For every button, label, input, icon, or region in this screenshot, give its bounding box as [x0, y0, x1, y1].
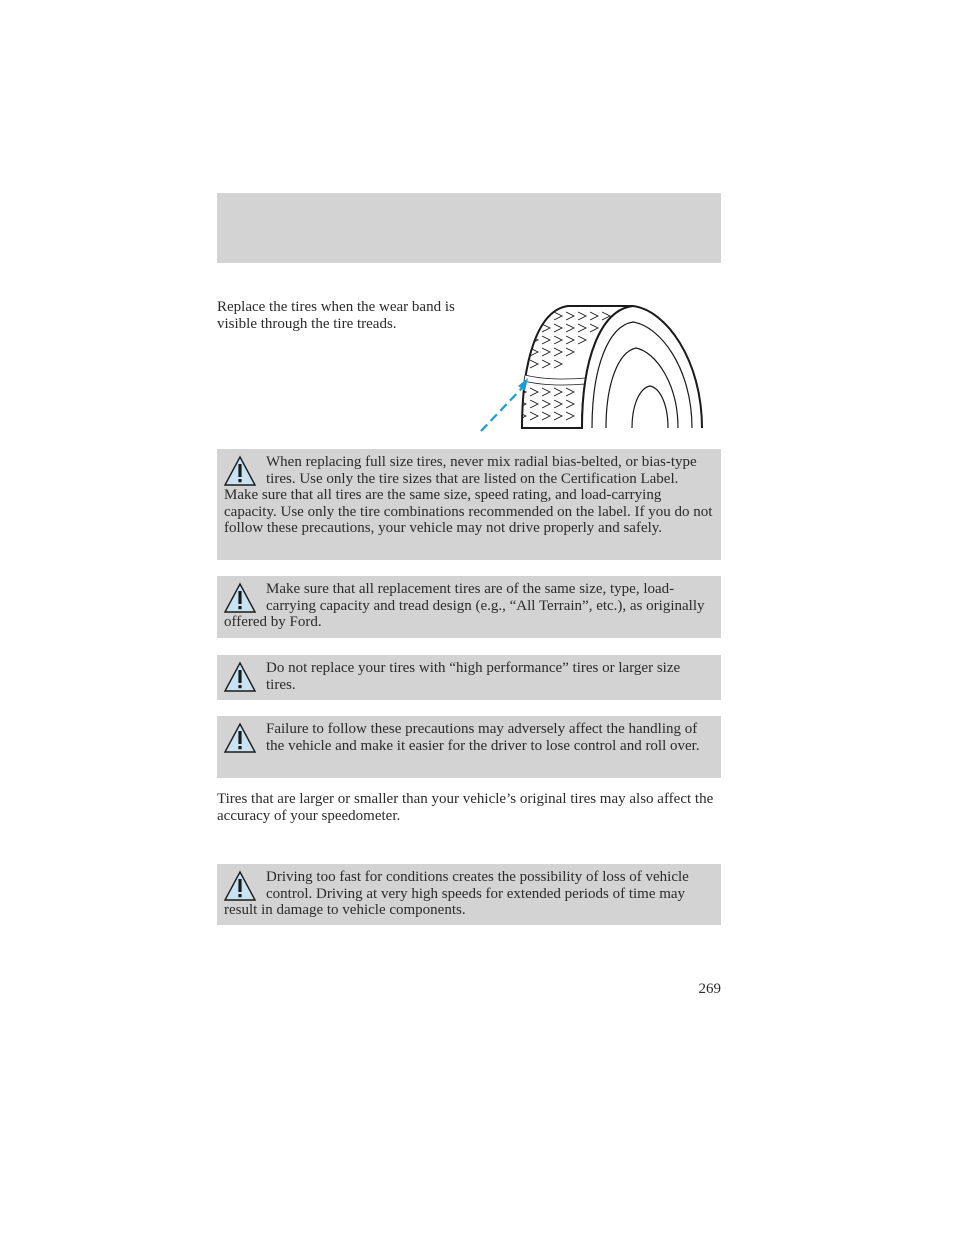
- warning-box-speed: [217, 864, 721, 925]
- speedometer-note: Tires that are larger or smaller than your vehicle’s original tires may also affect the accuracy of your speedometer.: [217, 791, 714, 824]
- warning-triangle-icon: [224, 870, 256, 902]
- intro-paragraph: Replace the tires when the wear band is visible through the tire treads.: [217, 299, 455, 332]
- warning-text: Do not replace your tires with “high performance” tires or larger size tires.: [266, 660, 681, 693]
- tire-wear-band-illustration: [478, 300, 708, 435]
- warning-triangle-icon: [224, 582, 256, 614]
- warning-box-precautions: [217, 716, 721, 778]
- warning-box-tire-mixing: [217, 449, 721, 560]
- warning-box-high-performance: [217, 655, 721, 700]
- warning-box-replacement-tires: [217, 576, 721, 638]
- section-header-band: [217, 193, 721, 263]
- warning-triangle-icon: [224, 455, 256, 487]
- warning-text: Driving too fast for conditions creates the possibility of loss of vehicle control. Driving at very high speeds for extended periods of time may result in damage to vehicle components.: [224, 869, 689, 918]
- warning-triangle-icon: [224, 661, 256, 693]
- warning-text: Failure to follow these precautions may adversely affect the handling of the vehicle and make it easier for the driver to lose control and roll over.: [266, 721, 700, 754]
- warning-text: Make sure that all replacement tires are of the same size, type, load-carrying capacity and tread design (e.g., “All Terrain”, etc.), as originally offered by Ford.: [224, 581, 705, 630]
- page-number: 269: [698, 981, 721, 997]
- warning-text: When replacing full size tires, never mix radial bias-belted, or bias-type tires. Use only the tire sizes that are listed on the Certification Label. Make sure that all tires are the same size, speed rating, and load-carrying capacity. Use only the tire combinations recommended on the label. If you do not follow these precautions, your vehicle may not drive properly and safely.: [224, 454, 713, 536]
- warning-triangle-icon: [224, 722, 256, 754]
